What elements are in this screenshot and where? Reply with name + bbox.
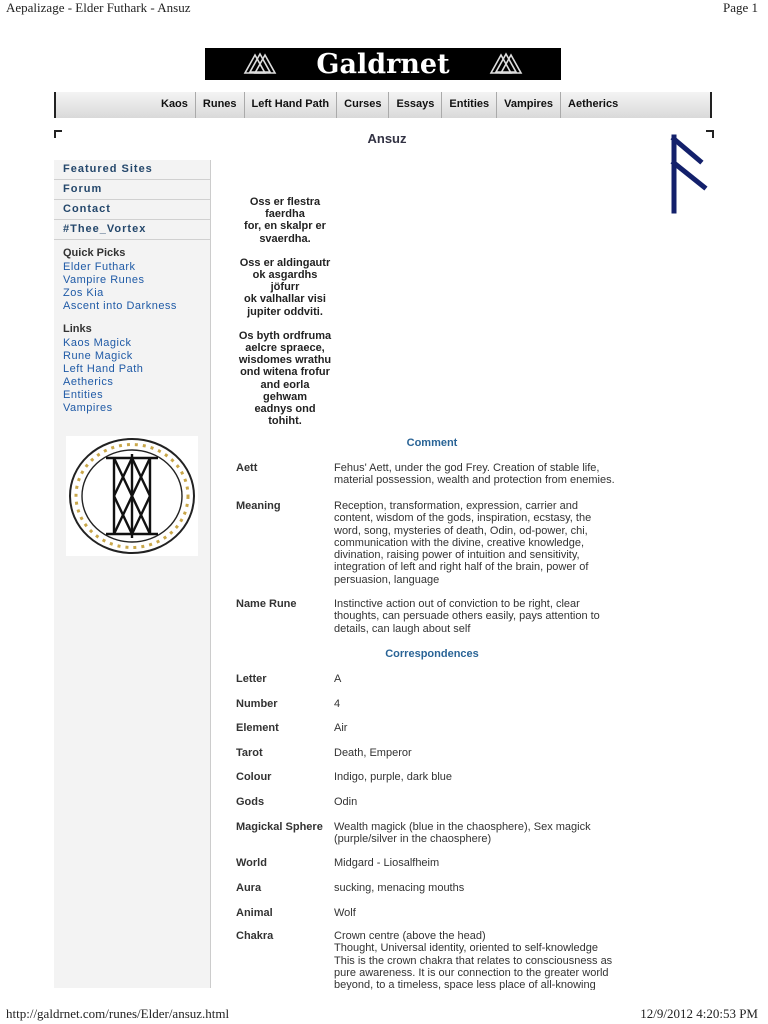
site-logo: Galdrnet bbox=[308, 49, 457, 80]
row-label: Gods bbox=[236, 796, 265, 808]
row-value-line: pure awareness. It is our connection to the greater world bbox=[334, 966, 609, 979]
poem-line: ok asgardhs bbox=[252, 269, 318, 282]
quick-picks-section bbox=[54, 240, 210, 313]
vegvisir-rune-circle-icon bbox=[66, 436, 198, 556]
row-value-line: Instinctive action out of conviction to be right, clear bbox=[334, 598, 580, 610]
row-value-line: Wealth magick (blue in the chaosphere), Sex magick bbox=[334, 821, 591, 833]
poem-line: ok valhallar visi bbox=[244, 293, 326, 306]
rune-poem bbox=[232, 196, 338, 439]
print-footer-date: 12/9/2012 4:20:53 PM bbox=[640, 1006, 758, 1021]
nav-item-essays[interactable]: Essays bbox=[389, 92, 442, 118]
row-value bbox=[334, 882, 634, 894]
row-value-line: beyond, to a timeless, space less place of all-knowing bbox=[334, 979, 596, 990]
print-header-title: Aepalizage - Elder Futhark - Ansuz bbox=[6, 0, 191, 15]
row-value bbox=[334, 747, 634, 759]
row-label: Meaning bbox=[236, 500, 281, 512]
row-value bbox=[334, 857, 634, 869]
row-value bbox=[334, 462, 634, 487]
nav-item-runes[interactable]: Runes bbox=[196, 92, 245, 118]
row-value-line: communication with the divine, creative knowledge, bbox=[334, 536, 585, 549]
sidebar-link-contact[interactable]: Contact bbox=[54, 200, 210, 220]
row-label: Letter bbox=[236, 673, 267, 685]
row-value-line: Midgard - Liosalfheim bbox=[334, 857, 440, 869]
row-value-line: Crown centre (above the head) bbox=[334, 930, 486, 942]
correspondences-heading: Correspondences bbox=[385, 648, 479, 660]
row-label: Colour bbox=[236, 771, 272, 783]
sidebar-link-item[interactable]: Aetherics bbox=[63, 376, 114, 388]
row-value bbox=[334, 698, 634, 710]
row-label: Aura bbox=[236, 882, 262, 894]
quick-pick-link[interactable]: Zos Kia bbox=[63, 287, 104, 299]
sidebar-link-item[interactable]: Kaos Magick bbox=[63, 337, 132, 349]
sidebar-link-forum[interactable]: Forum bbox=[54, 180, 210, 200]
row-clip bbox=[236, 930, 636, 990]
sidebar bbox=[54, 160, 211, 988]
print-footer bbox=[0, 1004, 768, 1024]
content-corner-left bbox=[54, 130, 62, 138]
row-value-line: material possession, wealth and protection from enemies. bbox=[334, 474, 615, 487]
row-label: Number bbox=[236, 698, 278, 710]
nav-item-vampires[interactable]: Vampires bbox=[497, 92, 561, 118]
row-value-line: This is the crown chakra that relates to consciousness as bbox=[334, 954, 613, 967]
row-value-line: (purple/silver in the chaosphere) bbox=[334, 833, 492, 846]
row-value bbox=[334, 722, 634, 734]
print-header-page: Page 1 bbox=[722, 0, 758, 15]
links-section bbox=[54, 313, 210, 415]
row-label: Magickal Sphere bbox=[236, 821, 323, 833]
nav-item-left-hand-path[interactable]: Left Hand Path bbox=[245, 92, 338, 118]
valknut-icon bbox=[489, 52, 523, 76]
row-value-line: thoughts, can persuade others easily, pays attention to bbox=[334, 610, 600, 623]
poem-line: Os byth ordfruma bbox=[238, 329, 332, 342]
sidebar-link-item[interactable]: Entities bbox=[63, 389, 104, 401]
sidebar-link-featured-sites[interactable]: Featured Sites bbox=[54, 160, 210, 180]
nav-item-kaos[interactable]: Kaos bbox=[154, 92, 196, 118]
links-heading: Links bbox=[63, 323, 92, 335]
row-value-line: Reception, transformation, expression, carrier and bbox=[334, 500, 578, 512]
row-value-line: Death, Emperor bbox=[334, 747, 412, 759]
row-value-line: content, wisdom of the gods, inspiration, ecstasy, the bbox=[334, 512, 592, 525]
row-value-line: sucking, menacing mouths bbox=[334, 882, 465, 894]
row-value-line: persuasion, language bbox=[334, 573, 440, 586]
row-value-line: Wolf bbox=[334, 907, 356, 919]
poem-line: gehwam bbox=[262, 390, 307, 403]
row-value-line: 4 bbox=[334, 698, 341, 710]
row-value-line: divination, raising power of intuition and sensitivity, bbox=[334, 549, 580, 562]
row-value bbox=[334, 673, 634, 685]
poem-line: tohiht. bbox=[268, 415, 302, 428]
sidebar-link-item[interactable]: Left Hand Path bbox=[63, 363, 144, 375]
poem-line: jöfurr bbox=[270, 281, 300, 294]
row-label: Name Rune bbox=[236, 598, 297, 610]
row-label: Element bbox=[236, 722, 279, 734]
quick-picks-heading: Quick Picks bbox=[63, 247, 126, 259]
print-footer-url: http://galdrnet.com/runes/Elder/ansuz.html bbox=[6, 1006, 230, 1021]
comment-heading: Comment bbox=[406, 437, 458, 449]
poem-line: svaerdha. bbox=[259, 232, 311, 245]
poem-stanza bbox=[232, 330, 338, 428]
row-label: Animal bbox=[236, 907, 273, 919]
row-label: World bbox=[236, 857, 267, 869]
print-header bbox=[0, 0, 768, 18]
site-banner[interactable] bbox=[205, 48, 561, 80]
row-value-line: Odin bbox=[334, 796, 358, 808]
poem-line: wisdomes wrathu bbox=[238, 354, 332, 367]
quick-pick-link[interactable]: Ascent into Darkness bbox=[63, 300, 177, 312]
row-value-line: Thought, Universal identity, oriented to self-knowledge bbox=[334, 942, 598, 955]
sidebar-link-item[interactable]: Rune Magick bbox=[63, 350, 133, 362]
row-value-line: integration of left and right half of the brain, power of bbox=[334, 561, 589, 574]
row-value-line: Fehus' Aett, under the god Frey. Creation of stable life, bbox=[334, 462, 600, 474]
poem-stanza bbox=[232, 257, 338, 318]
row-value bbox=[334, 598, 634, 635]
poem-line: aelcre spraece, bbox=[245, 342, 325, 355]
poem-line: Oss er aldingautr bbox=[239, 256, 331, 269]
row-label: Aett bbox=[236, 462, 258, 474]
row-value bbox=[334, 930, 634, 990]
row-value-line: A bbox=[334, 673, 342, 685]
poem-line: eadnys ond bbox=[254, 403, 316, 416]
valknut-icon bbox=[243, 52, 277, 76]
nav-item-aetherics[interactable]: Aetherics bbox=[568, 98, 619, 110]
nav-item-entities[interactable]: Entities bbox=[442, 92, 497, 118]
row-value bbox=[334, 821, 634, 846]
poem-line: faerdha bbox=[265, 208, 305, 221]
row-value-line: Indigo, purple, dark blue bbox=[334, 771, 453, 783]
poem-line: jupiter oddviti. bbox=[247, 305, 323, 318]
row-label: Chakra bbox=[236, 930, 274, 942]
row-value bbox=[334, 771, 634, 783]
row-value-line: Air bbox=[334, 722, 348, 734]
main-nav bbox=[54, 92, 712, 118]
ansuz-rune-icon bbox=[668, 133, 708, 215]
poem-line: for, en skalpr er bbox=[244, 220, 326, 233]
sidebar-link-item[interactable]: Vampires bbox=[63, 402, 113, 414]
row-value bbox=[334, 796, 634, 808]
row-value-line: word, song, mysteries of death, Odin, od-power, chi, bbox=[334, 524, 588, 537]
nav-item-curses[interactable]: Curses bbox=[337, 92, 389, 118]
quick-pick-link[interactable]: Vampire Runes bbox=[63, 274, 145, 286]
page-title: Ansuz bbox=[367, 131, 407, 146]
quick-pick-link[interactable]: Elder Futhark bbox=[63, 261, 136, 273]
poem-stanza bbox=[232, 196, 338, 245]
row-value-line: details, can laugh about self bbox=[334, 622, 471, 635]
row-label: Tarot bbox=[236, 747, 263, 759]
row-value bbox=[334, 500, 634, 586]
poem-line: Oss er flestra bbox=[249, 196, 321, 208]
row-value bbox=[334, 907, 634, 919]
poem-line: ond witena frofur bbox=[240, 366, 330, 379]
poem-line: and eorla bbox=[260, 378, 310, 391]
sidebar-link-thee-vortex[interactable]: #Thee_Vortex bbox=[54, 220, 210, 240]
